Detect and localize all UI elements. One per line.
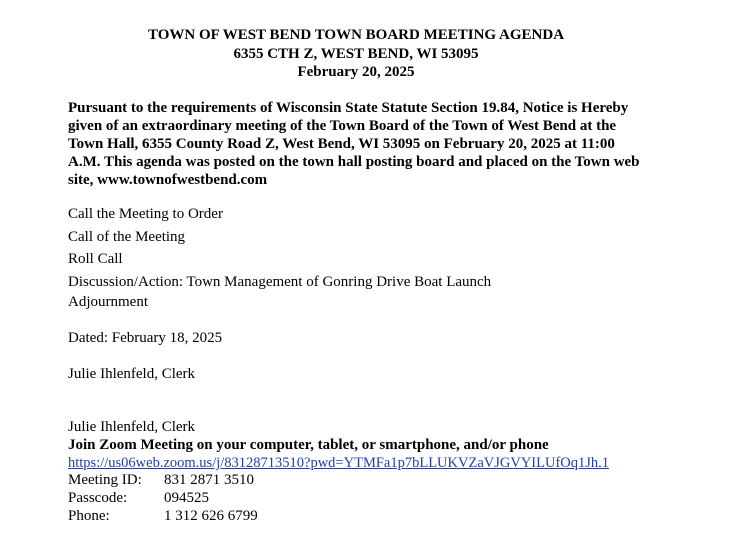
agenda-address: 6355 CTH Z, WEST BEND, WI 53095 <box>233 45 479 62</box>
agenda-item-roll-call: Roll Call <box>68 251 123 267</box>
agenda-item-call-of-meeting: Call of the Meeting <box>68 228 186 245</box>
clerk-signature: Julie Ihlenfeld, Clerk <box>68 366 196 382</box>
passcode-value: 094525 <box>164 490 209 506</box>
agenda-date: February 20, 2025 <box>297 64 415 80</box>
dated-line: Dated: February 18, 2025 <box>68 330 223 346</box>
zoom-heading: Join Zoom Meeting on your computer, tablet, or smartphone, and/or phone <box>68 437 549 453</box>
notice-paragraph: Pursuant to the requirements of Wisconsin State Statute Section 19.84, Notice is Hereby given of an extraordinary meeting of the Town Board of the Town of West Bend at the Town Hall, 6355 County Road Z, West Bend, WI 53095 on February 20, 2025 at 11:00 A.M. This agenda was posted on the town hall posting board and placed on the Town web site, www.townofwestbend.com <box>68 100 640 188</box>
agenda-item-adjournment: Adjournment <box>68 293 148 310</box>
meeting-id-label: Meeting ID: <box>68 472 142 488</box>
meeting-id-value: 831 2871 3510 <box>164 472 254 488</box>
agenda-item-call-to-order: Call the Meeting to Order <box>68 206 223 222</box>
agenda-title: TOWN OF WEST BEND TOWN BOARD MEETING AGENDA <box>147 27 565 43</box>
zoom-clerk-name: Julie Ihlenfeld, Clerk <box>68 419 196 435</box>
agenda-header <box>0 26 712 82</box>
phone-label: Phone: <box>68 508 110 524</box>
passcode-label: Passcode: <box>68 490 128 506</box>
phone-value: 1 312 626 6799 <box>164 508 258 524</box>
zoom-meeting-link[interactable]: https://us06web.zoom.us/j/83128713510?pwd=YTMFa1p7bLLUKVZaVJGVYILUfOq1Jh.1 <box>68 455 610 471</box>
agenda-list <box>68 205 668 315</box>
agenda-item-discussion: Discussion/Action: Town Management of Gonring Drive Boat Launch <box>68 273 492 290</box>
